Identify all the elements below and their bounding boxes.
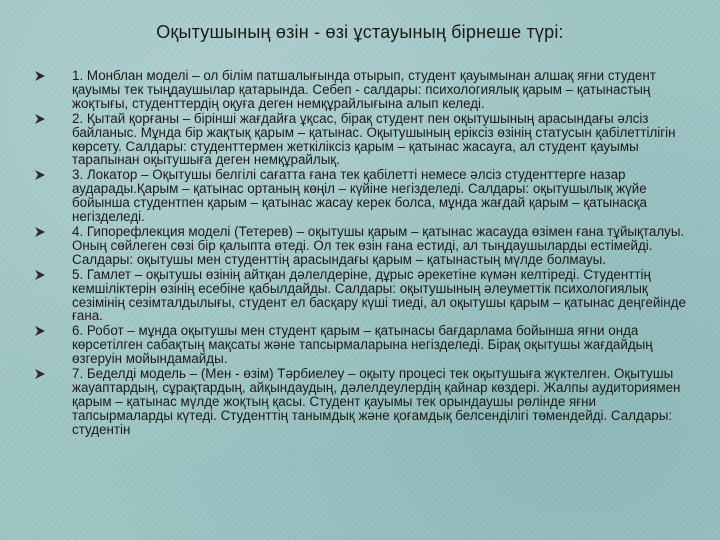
list-item	[34, 367, 694, 437]
list-item	[34, 324, 694, 366]
list-item	[34, 69, 694, 111]
list-item-text: 3. Локатор – Оқытушы белгілі сағатта ғана тек қабілетті немесе әлсіз студенттерге назар аударады.Қарым – қатынас ортаның көңіл – күйіне негізделеді. Салдары: оқытушылық жүйе бойынша студентпен қарым – қатынас жасау керек болса, мұнда жағдай қарым – қатынасқа негізделеді.	[72, 167, 647, 225]
list-item-text: 6. Робот – мұнда оқытушы мен студент қарым – қатынасы бағдарлама бойынша яғни онда көрсетілген сабақтың мақсаты және тапсырмаларына негізделеді. Бірақ оқытушы жағдайдың өзгеруін мойындамайды.	[72, 323, 653, 367]
arrowhead-bullet-icon	[34, 226, 46, 238]
list-item-text: 7. Беделді модель – (Мен - өзім) Тәрбиелеу – оқыту процесі тек оқытушыға жүктелген. Оқытушы жауаптардың, сұрақтардың, айқындаудың, дәлелдеулердің қайнар көздері. Жалпы аудиториямен қарым – қатынас мүлде жоқтың қасы. Студент қауымы тек орындаушы рөлінде яғни тапсырмаларды күтеді. Студенттің танымдық және қоғамдық белсенділігі төмендейді. Салдары: студентін	[72, 366, 681, 437]
bullet-list	[34, 69, 694, 438]
arrowhead-bullet-icon	[34, 113, 46, 125]
arrowhead-bullet-icon	[34, 325, 46, 337]
list-item-text: 4. Гипорефлекция моделі (Тетерев) – оқытушы қарым – қатынас жасауда өзімен ғана тұйықталуы. Оның сөйлеген сөзі бір қалыпта өтеді. Ол тек өзін ғана естиді, ал тыңдаушыларды естімейді. Салдары: оқытушы мен студенттің арасындағы қарым – қатынастың мүлде болмауы.	[72, 223, 685, 267]
list-item	[34, 268, 694, 324]
arrowhead-bullet-icon	[34, 70, 46, 82]
slide-title: Оқытушының өзін - өзі ұстауының бірнеше түрі:	[156, 22, 564, 42]
list-item-text: 1. Монблан моделі – ол білім патшалығында отырып, студент қауымынан алшақ яғни студент қауымы тек тыңдаушылар қатарында. Себеп - салдары: психологиялық қарым – қатынастың жоқтығы, студенттердің оқуға деген немқұрайлығына алып келеді.	[72, 68, 656, 111]
list-item	[34, 225, 694, 267]
list-item	[34, 168, 694, 224]
list-item-text: 5. Гамлет – оқытушы өзінің айтқан дәлелдеріне, дұрыс әрекетіне күмән келтіреді. Студенттің кемшіліктерін өзінің есебіне қабылдайды. Салдары: оқытушының әлеуметтік психологиялық сезімінің сезімталдылығы, студент ел басқару күші тиеді, ал оқытушы қарым – қатынас деңгейінде ғана.	[72, 266, 686, 324]
arrowhead-bullet-icon	[34, 269, 46, 281]
list-item-text: 2. Қытай қорғаны – бірінші жағдайға ұқсас, бірақ студент пен оқытушының арасындағы әлсіз байланыс. Мұнда бір жақтық қарым – қатынас. Оқытушының еріксіз өзінің статусын қабілеттілігін көрсету. Салдары: студенттермен жеткіліксіз қарым – қатынас жасауға, ал студент қауымы тарапынан оқытушыға деген немқұрайлық.	[72, 110, 676, 168]
list-item	[34, 112, 694, 168]
arrowhead-bullet-icon	[34, 169, 46, 181]
arrowhead-bullet-icon	[34, 368, 46, 380]
